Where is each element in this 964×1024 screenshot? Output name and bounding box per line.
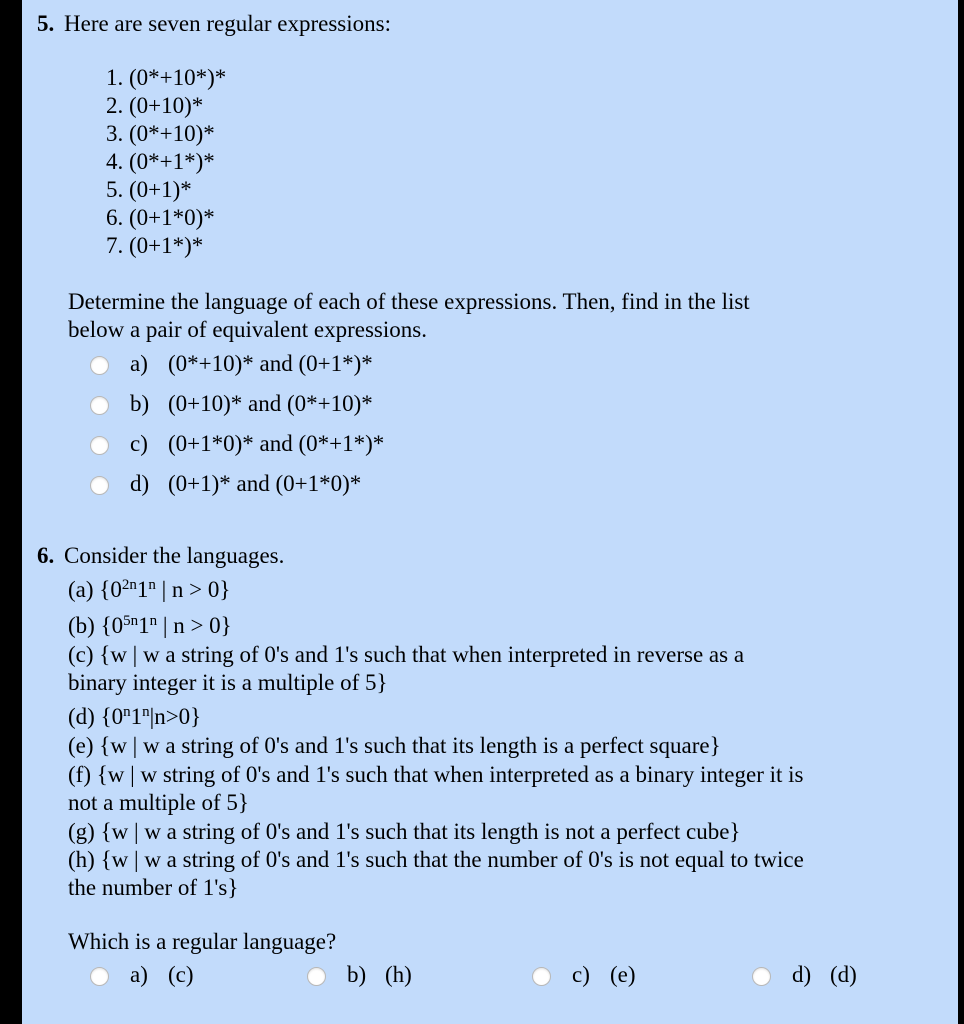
language-d-exponent-1: n xyxy=(123,704,131,720)
q5-option-a-label[interactable] xyxy=(130,350,373,378)
option-letter: b) xyxy=(347,962,367,987)
expression-item: 1. (0*+10*)* xyxy=(106,65,227,90)
language-a-mid: 1 xyxy=(136,577,149,602)
q6-option-c-label[interactable] xyxy=(572,961,636,989)
q5-option-c-label[interactable] xyxy=(130,430,384,458)
question-5-intro: Here are seven regular expressions: xyxy=(64,11,391,36)
option-text: (h) xyxy=(385,962,412,987)
option-text: (c) xyxy=(168,962,194,987)
expression-item: 3. (0*+10)* xyxy=(106,121,215,146)
q5-option-d-radio[interactable] xyxy=(90,476,109,495)
option-letter: a) xyxy=(130,962,148,987)
question-6-header xyxy=(37,542,284,570)
option-letter: b) xyxy=(130,391,150,416)
question-6-intro: Consider the languages. xyxy=(64,543,285,568)
expression-item: 2. (0+10)* xyxy=(106,93,204,118)
option-letter: c) xyxy=(572,962,590,987)
expression-item: 7. (0+1*)* xyxy=(106,233,204,258)
language-g: (g) {w | w a string of 0's and 1's such that its length is not a perfect cube} xyxy=(68,819,741,844)
option-text: (e) xyxy=(610,962,636,987)
language-b-prefix: (b) {0 xyxy=(68,613,124,638)
q5-option-c-radio[interactable] xyxy=(90,436,109,455)
q6-option-a-label[interactable] xyxy=(130,961,194,989)
language-f-line2: not a multiple of 5} xyxy=(68,790,249,815)
language-a-exponent-2: n xyxy=(148,577,156,593)
language-c-line1: (c) {w | w a string of 0's and 1's such that when interpreted in reverse as a xyxy=(68,642,745,667)
language-h-line1: (h) {w | w a string of 0's and 1's such that the number of 0's is not equal to twice xyxy=(68,847,804,872)
expression-item: 5. (0+1)* xyxy=(106,177,192,202)
option-letter: d) xyxy=(792,962,812,987)
option-text: (0+10)* and (0*+10)* xyxy=(168,391,373,416)
language-f-line1: (f) {w | w string of 0's and 1's such that when interpreted as a binary integer it is xyxy=(68,762,804,787)
question-5-prompt-line1: Determine the language of each of these expressions. Then, find in the list xyxy=(68,289,750,314)
language-a-prefix: (a) {0 xyxy=(68,577,122,602)
language-h-line2: the number of 1's} xyxy=(68,875,239,900)
expression-item: 4. (0*+1*)* xyxy=(106,149,215,174)
q5-option-b-radio[interactable] xyxy=(90,396,109,415)
question-5-prompt-line2: below a pair of equivalent expressions. xyxy=(68,317,427,342)
language-b xyxy=(68,612,232,640)
q6-option-a-radio[interactable] xyxy=(90,967,109,986)
option-letter: a) xyxy=(130,351,148,376)
language-b-suffix: | n > 0} xyxy=(157,613,232,638)
language-a xyxy=(68,576,230,604)
option-letter: c) xyxy=(130,431,148,456)
language-e: (e) {w | w a string of 0's and 1's such that its length is a perfect square} xyxy=(68,733,721,758)
question-6-prompt: Which is a regular language? xyxy=(68,929,337,954)
q5-option-b-label[interactable] xyxy=(130,390,373,418)
q6-option-b-label[interactable] xyxy=(347,961,412,989)
language-b-exponent-2: n xyxy=(149,613,158,629)
q6-option-d-label[interactable] xyxy=(792,961,857,989)
question-5-header xyxy=(37,10,391,38)
language-d xyxy=(68,703,201,731)
language-d-suffix: |n>0} xyxy=(149,704,202,729)
option-text: (d) xyxy=(830,962,857,987)
language-a-exponent-1: 2n xyxy=(121,577,137,593)
language-c-line2: binary integer it is a multiple of 5} xyxy=(68,670,388,695)
question-panel xyxy=(22,0,958,1024)
q5-option-a-radio[interactable] xyxy=(90,356,109,375)
language-d-exponent-2: n xyxy=(142,704,150,720)
question-5-number: 5. xyxy=(37,11,55,36)
option-text: (0*+10)* and (0+1*)* xyxy=(168,351,373,376)
q5-option-d-label[interactable] xyxy=(130,470,361,498)
question-6-number: 6. xyxy=(37,543,55,568)
expression-item: 6. (0+1*0)* xyxy=(106,205,215,230)
q6-option-b-radio[interactable] xyxy=(307,967,326,986)
language-a-suffix: | n > 0} xyxy=(155,577,231,602)
q6-option-d-radio[interactable] xyxy=(752,967,771,986)
language-d-mid: 1 xyxy=(130,704,143,729)
language-b-mid: 1 xyxy=(138,613,150,638)
language-b-exponent-1: 5n xyxy=(123,613,139,629)
language-d-prefix: (d) {0 xyxy=(68,704,124,729)
option-letter: d) xyxy=(130,471,150,496)
option-text: (0+1)* and (0+1*0)* xyxy=(168,471,362,496)
q6-option-c-radio[interactable] xyxy=(532,967,551,986)
option-text: (0+1*0)* and (0*+1*)* xyxy=(168,431,385,456)
